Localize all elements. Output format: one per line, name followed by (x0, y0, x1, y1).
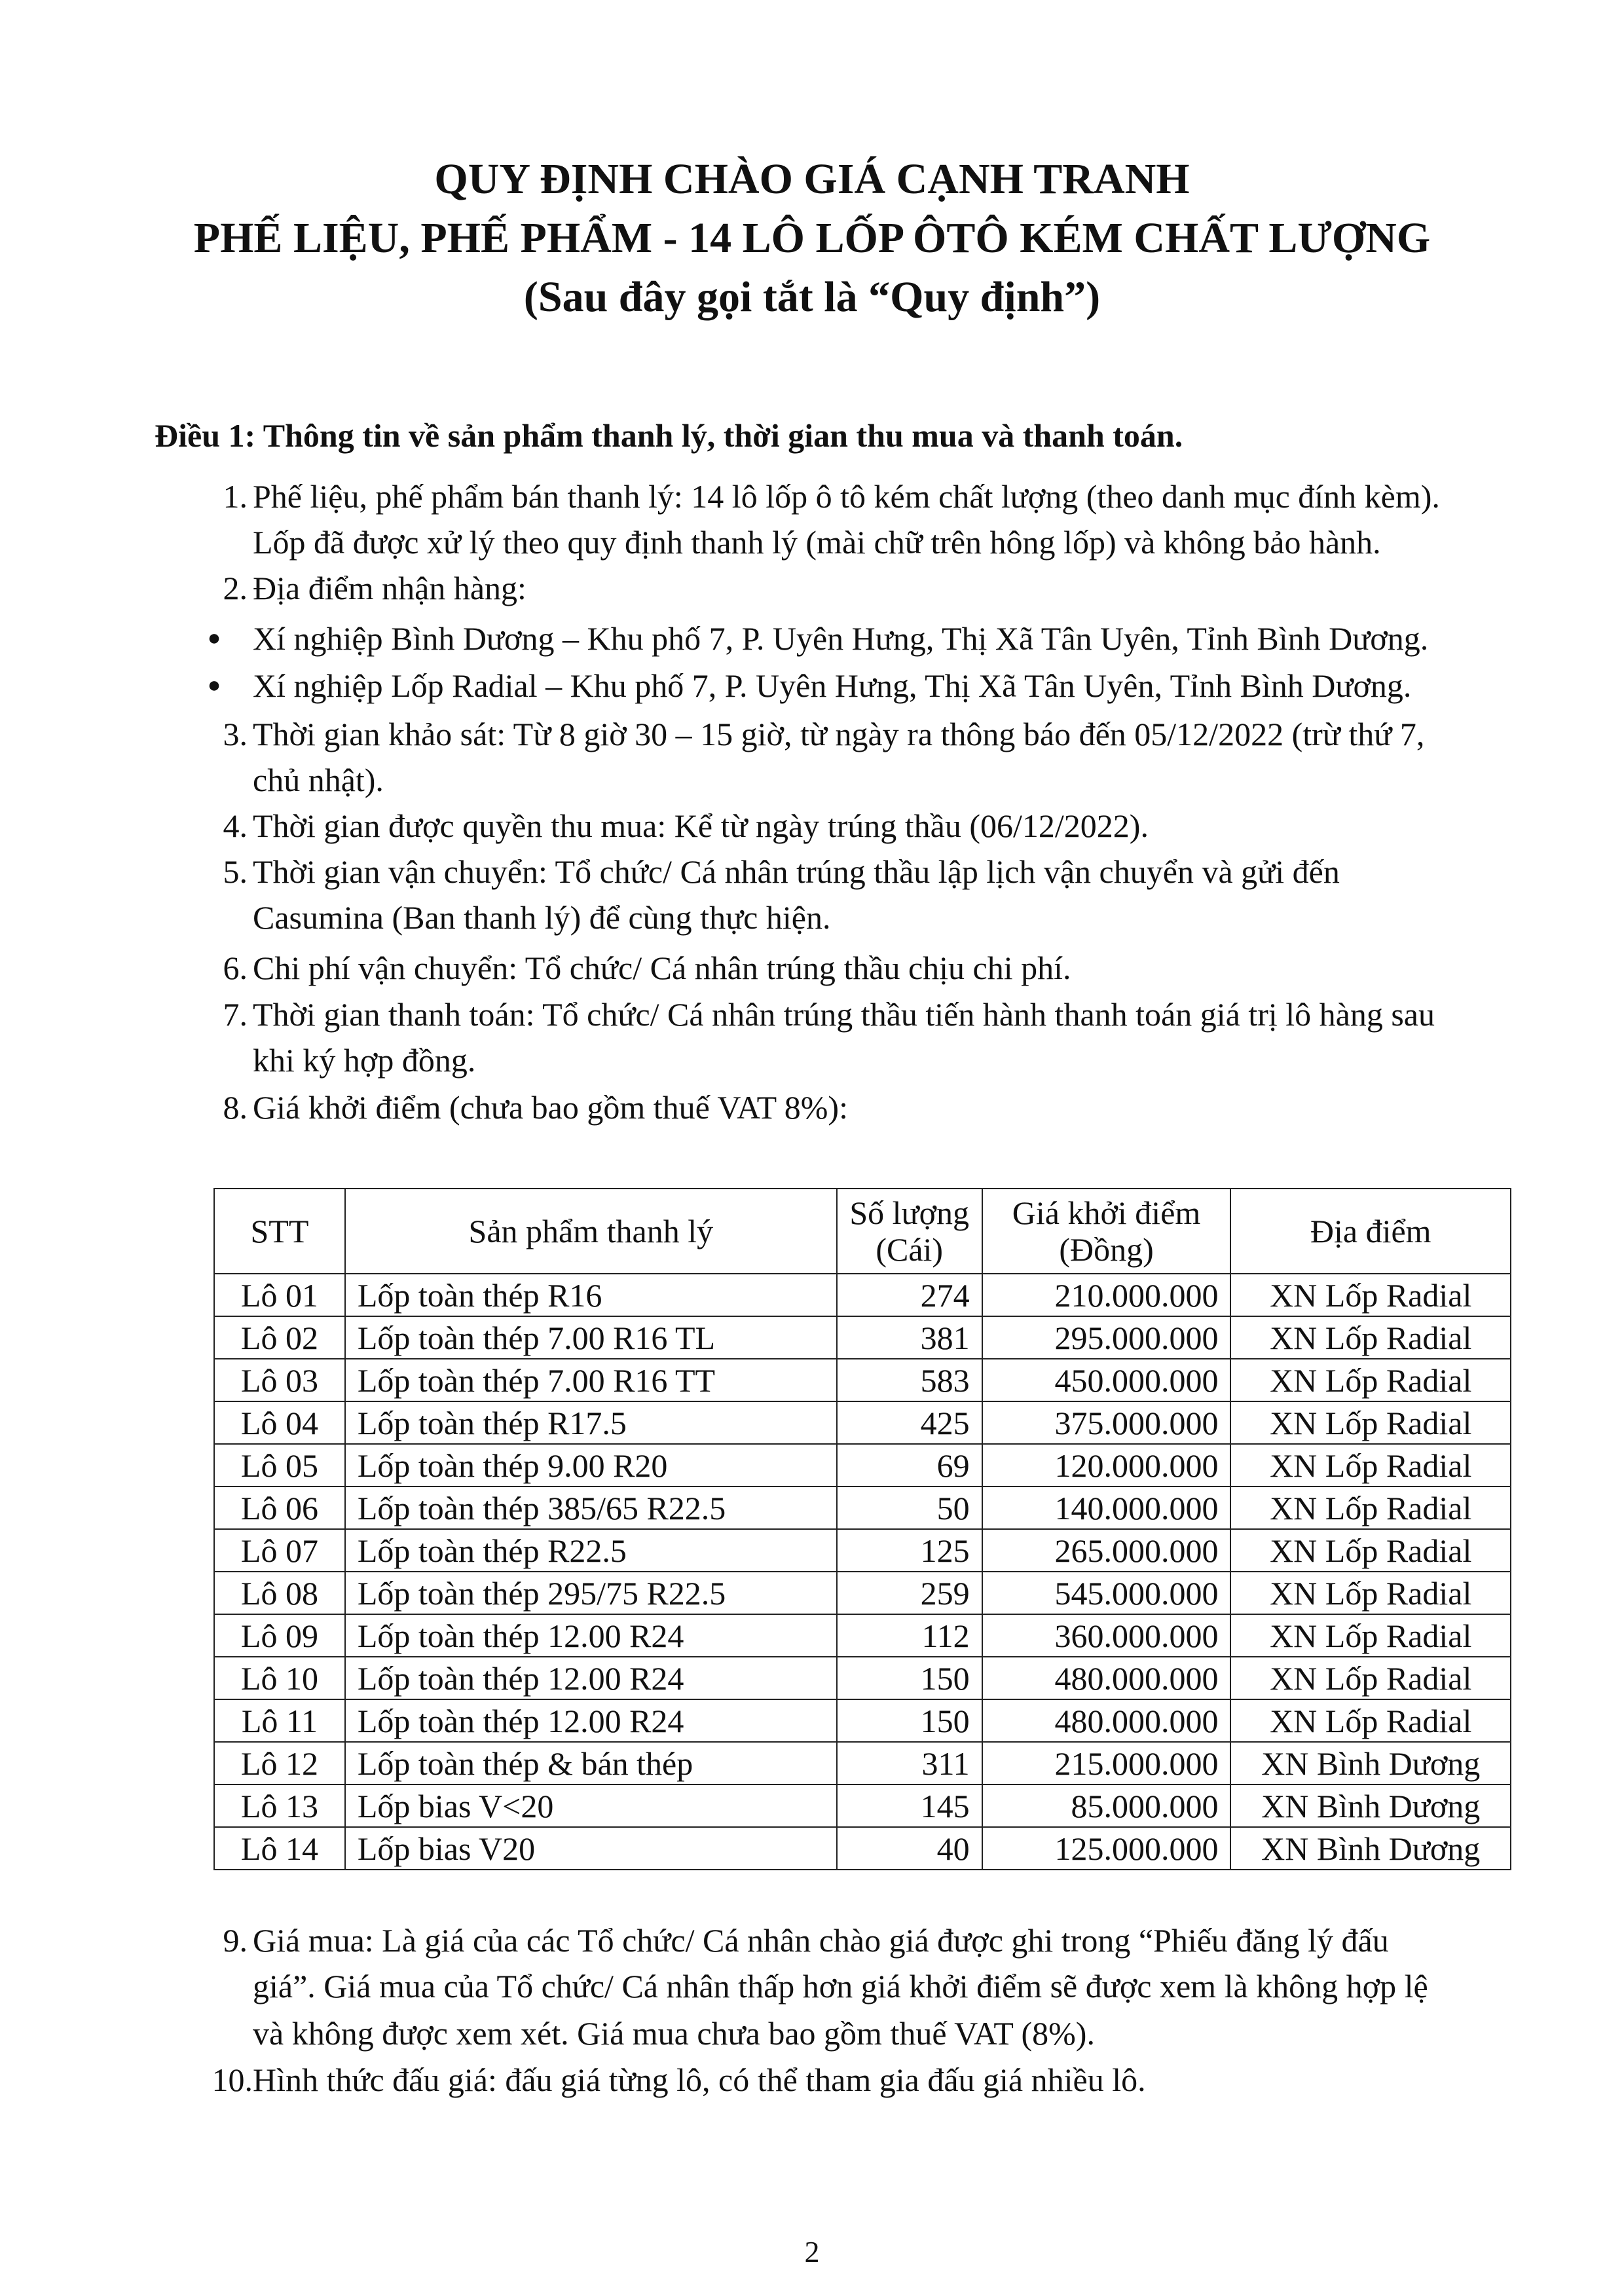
cell-location: XN Bình Dương (1230, 1827, 1511, 1870)
cell-stt: Lô 08 (214, 1572, 345, 1614)
list-text: Thời gian vận chuyển: Tổ chức/ Cá nhân trúng thầu lập lịch vận chuyển và gửi đến (253, 853, 1340, 890)
list-text: chủ nhật). (253, 762, 384, 798)
table-row (214, 1572, 1511, 1614)
bullet-icon: ● (207, 626, 221, 650)
list-number: 8. (223, 1089, 248, 1126)
cell-price: 120.000.000 (982, 1444, 1231, 1487)
cell-quantity: 69 (837, 1444, 982, 1487)
list-text: Chi phí vận chuyển: Tổ chức/ Cá nhân trúng thầu chịu chi phí. (253, 950, 1071, 986)
header-price-line1: Giá khởi điểm (1012, 1194, 1201, 1231)
table-row (214, 1784, 1511, 1827)
cell-location: XN Lốp Radial (1230, 1274, 1511, 1316)
table-row (214, 1316, 1511, 1359)
cell-quantity: 259 (837, 1572, 982, 1614)
table-row (214, 1614, 1511, 1657)
cell-location: XN Lốp Radial (1230, 1572, 1511, 1614)
table-row (214, 1742, 1511, 1784)
cell-quantity: 274 (837, 1274, 982, 1316)
cell-product: Lốp toàn thép 7.00 R16 TL (345, 1316, 837, 1359)
header-product: Sản phẩm thanh lý (345, 1189, 837, 1274)
cell-stt: Lô 11 (214, 1699, 345, 1742)
list-number: 10. (212, 2061, 253, 2098)
cell-stt: Lô 02 (214, 1316, 345, 1359)
cell-location: XN Lốp Radial (1230, 1529, 1511, 1572)
cell-location: XN Lốp Radial (1230, 1657, 1511, 1699)
cell-location: XN Lốp Radial (1230, 1359, 1511, 1401)
list-text: và không được xem xét. Giá mua chưa bao gồm thuế VAT (8%). (253, 2015, 1095, 2052)
list-text: Địa điểm nhận hàng: (253, 570, 526, 606)
cell-price: 480.000.000 (982, 1657, 1231, 1699)
document-title: QUY ĐỊNH CHÀO GIÁ CẠNH TRANH (434, 155, 1190, 203)
table-row (214, 1657, 1511, 1699)
header-quantity (837, 1189, 982, 1274)
cell-location: XN Lốp Radial (1230, 1487, 1511, 1529)
cell-product: Lốp toàn thép 385/65 R22.5 (345, 1487, 837, 1529)
cell-location: XN Lốp Radial (1230, 1316, 1511, 1359)
cell-price: 450.000.000 (982, 1359, 1231, 1401)
cell-stt: Lô 03 (214, 1359, 345, 1401)
cell-quantity: 583 (837, 1359, 982, 1401)
cell-location: XN Bình Dương (1230, 1742, 1511, 1784)
list-number: 3. (223, 716, 248, 752)
cell-price: 480.000.000 (982, 1699, 1231, 1742)
bullet-icon: ● (207, 673, 221, 697)
list-text: Lốp đã được xử lý theo quy định thanh lý (mài chữ trên hông lốp) và không bảo hành. (253, 524, 1381, 561)
page-number: 2 (804, 2235, 820, 2268)
cell-stt: Lô 10 (214, 1657, 345, 1699)
header-quantity-line2: (Cái) (876, 1231, 944, 1268)
list-text: khi ký hợp đồng. (253, 1042, 476, 1079)
list-text: Thời gian thanh toán: Tổ chức/ Cá nhân trúng thầu tiến hành thanh toán giá trị lô hàng sau (253, 996, 1435, 1033)
article-1-heading: Điều 1: Thông tin về sản phẩm thanh lý, thời gian thu mua và thanh toán. (155, 417, 1183, 454)
cell-product: Lốp toàn thép & bán thép (345, 1742, 837, 1784)
cell-price: 360.000.000 (982, 1614, 1231, 1657)
list-number: 1. (223, 478, 248, 515)
bullet-text: Xí nghiệp Bình Dương – Khu phố 7, P. Uyên Hưng, Thị Xã Tân Uyên, Tỉnh Bình Dương. (253, 620, 1429, 657)
cell-stt: Lô 05 (214, 1444, 345, 1487)
cell-location: XN Lốp Radial (1230, 1444, 1511, 1487)
table-row (214, 1529, 1511, 1572)
cell-quantity: 40 (837, 1827, 982, 1870)
list-number: 6. (223, 950, 248, 986)
cell-price: 85.000.000 (982, 1784, 1231, 1827)
cell-product: Lốp toàn thép 12.00 R24 (345, 1614, 837, 1657)
list-text: Giá khởi điểm (chưa bao gồm thuế VAT 8%): (253, 1089, 848, 1126)
list-number: 7. (223, 996, 248, 1033)
table-header-row (214, 1189, 1511, 1274)
cell-product: Lốp toàn thép 9.00 R20 (345, 1444, 837, 1487)
header-price (982, 1189, 1231, 1274)
document-subtitle: PHẾ LIỆU, PHẾ PHẨM - 14 LÔ LỐP ÔTÔ KÉM CHẤT LƯỢNG (193, 214, 1431, 262)
list-text: Thời gian khảo sát: Từ 8 giờ 30 – 15 giờ, từ ngày ra thông báo đến 05/12/2022 (trừ thứ 7, (253, 716, 1425, 752)
cell-price: 215.000.000 (982, 1742, 1231, 1784)
cell-price: 140.000.000 (982, 1487, 1231, 1529)
table-row (214, 1359, 1511, 1401)
cell-quantity: 145 (837, 1784, 982, 1827)
table-row (214, 1401, 1511, 1444)
cell-product: Lốp toàn thép R22.5 (345, 1529, 837, 1572)
list-text: Giá mua: Là giá của các Tổ chức/ Cá nhân chào giá được ghi trong “Phiếu đăng lý đấu (253, 1922, 1389, 1959)
list-number: 9. (223, 1922, 248, 1959)
cell-product: Lốp bias V20 (345, 1827, 837, 1870)
cell-location: XN Bình Dương (1230, 1784, 1511, 1827)
header-price-line2: (Đồng) (1059, 1231, 1154, 1268)
cell-product: Lốp toàn thép 7.00 R16 TT (345, 1359, 837, 1401)
cell-stt: Lô 07 (214, 1529, 345, 1572)
cell-product: Lốp toàn thép 12.00 R24 (345, 1699, 837, 1742)
table-row (214, 1444, 1511, 1487)
cell-location: XN Lốp Radial (1230, 1699, 1511, 1742)
list-text: Thời gian được quyền thu mua: Kể từ ngày trúng thầu (06/12/2022). (253, 807, 1149, 844)
list-number: 2. (223, 570, 248, 606)
list-text: Casumina (Ban thanh lý) để cùng thực hiện. (253, 899, 831, 936)
cell-product: Lốp bias V<20 (345, 1784, 837, 1827)
list-text: Hình thức đấu giá: đấu giá từng lô, có thể tham gia đấu giá nhiều lô. (253, 2061, 1146, 2098)
cell-stt: Lô 13 (214, 1784, 345, 1827)
document-subtitle-note: (Sau đây gọi tắt là “Quy định”) (523, 273, 1101, 321)
cell-product: Lốp toàn thép R17.5 (345, 1401, 837, 1444)
table-row (214, 1699, 1511, 1742)
list-text: giá”. Giá mua của Tổ chức/ Cá nhân thấp hơn giá khởi điểm sẽ được xem là không hợp lệ (253, 1968, 1428, 2005)
lots-table (213, 1188, 1511, 1870)
cell-stt: Lô 01 (214, 1274, 345, 1316)
cell-stt: Lô 14 (214, 1827, 345, 1870)
cell-stt: Lô 09 (214, 1614, 345, 1657)
cell-quantity: 381 (837, 1316, 982, 1359)
cell-product: Lốp toàn thép R16 (345, 1274, 837, 1316)
cell-location: XN Lốp Radial (1230, 1401, 1511, 1444)
cell-stt: Lô 12 (214, 1742, 345, 1784)
table-row (214, 1487, 1511, 1529)
cell-quantity: 50 (837, 1487, 982, 1529)
list-number: 5. (223, 853, 248, 890)
cell-quantity: 150 (837, 1657, 982, 1699)
cell-stt: Lô 06 (214, 1487, 345, 1529)
cell-quantity: 311 (837, 1742, 982, 1784)
cell-product: Lốp toàn thép 295/75 R22.5 (345, 1572, 837, 1614)
list-number: 4. (223, 807, 248, 844)
cell-price: 265.000.000 (982, 1529, 1231, 1572)
header-location: Địa điểm (1230, 1189, 1511, 1274)
cell-quantity: 112 (837, 1614, 982, 1657)
table-row (214, 1827, 1511, 1870)
header-quantity-line1: Số lượng (849, 1194, 970, 1231)
cell-price: 295.000.000 (982, 1316, 1231, 1359)
cell-quantity: 150 (837, 1699, 982, 1742)
cell-price: 545.000.000 (982, 1572, 1231, 1614)
table-row (214, 1274, 1511, 1316)
cell-quantity: 125 (837, 1529, 982, 1572)
cell-location: XN Lốp Radial (1230, 1614, 1511, 1657)
list-text: Phế liệu, phế phẩm bán thanh lý: 14 lô lốp ô tô kém chất lượng (theo danh mục đính kèm). (253, 478, 1440, 515)
cell-price: 210.000.000 (982, 1274, 1231, 1316)
cell-stt: Lô 04 (214, 1401, 345, 1444)
bullet-text: Xí nghiệp Lốp Radial – Khu phố 7, P. Uyên Hưng, Thị Xã Tân Uyên, Tỉnh Bình Dương. (253, 667, 1412, 704)
cell-quantity: 425 (837, 1401, 982, 1444)
cell-price: 125.000.000 (982, 1827, 1231, 1870)
cell-price: 375.000.000 (982, 1401, 1231, 1444)
cell-product: Lốp toàn thép 12.00 R24 (345, 1657, 837, 1699)
header-stt: STT (214, 1189, 345, 1274)
